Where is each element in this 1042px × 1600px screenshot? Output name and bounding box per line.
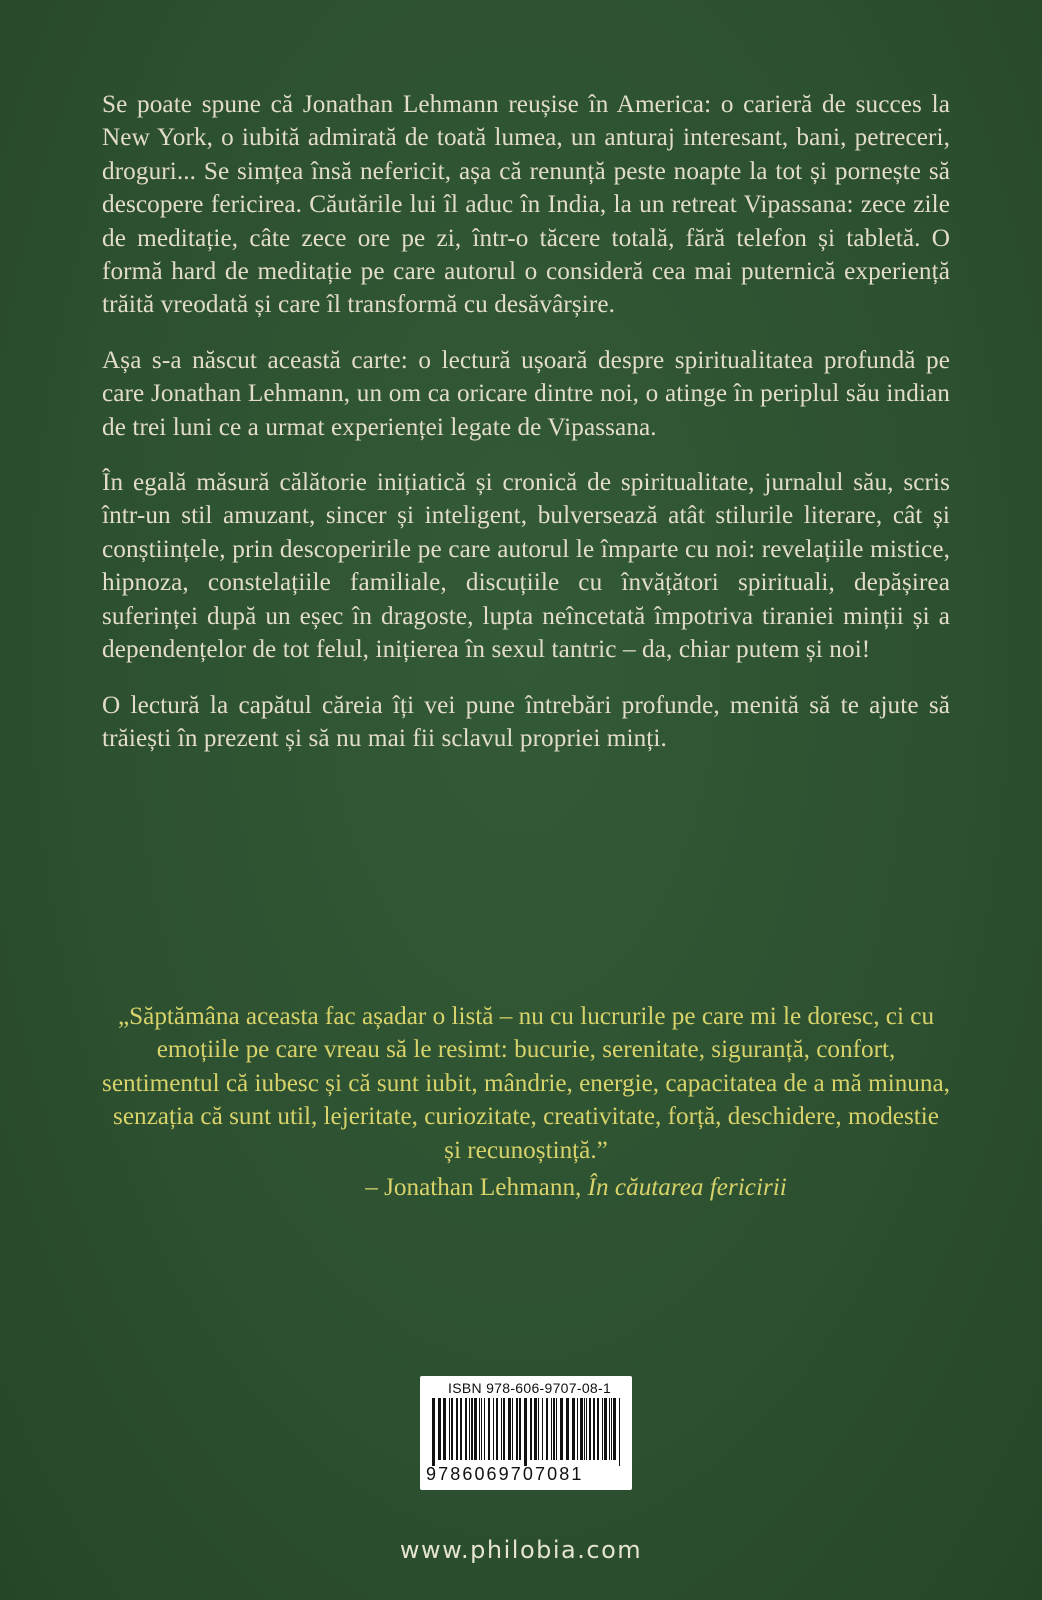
barcode-bar xyxy=(584,1398,585,1460)
barcode-bar xyxy=(538,1398,539,1460)
barcode-bar xyxy=(593,1398,595,1460)
quote-author: – Jonathan Lehmann, xyxy=(365,1174,582,1202)
barcode-bar xyxy=(471,1398,473,1460)
barcode-bar xyxy=(609,1398,610,1460)
barcode-bar xyxy=(432,1398,435,1466)
description-paragraph-4: O lectură la capătul căreia îți vei pune întrebări profunde, menită să te ajute să trăiești în prezent și să nu mai fii sclavul propriei minți. xyxy=(102,691,950,752)
barcode-bar xyxy=(503,1398,505,1460)
isbn-label: ISBN 978-606-9707-08-1 xyxy=(448,1380,612,1396)
barcode-bar xyxy=(597,1398,599,1460)
barcode-bar xyxy=(602,1398,603,1460)
barcode-bar xyxy=(604,1398,607,1460)
barcode-bar xyxy=(586,1398,587,1460)
barcode-bar xyxy=(488,1398,490,1460)
barcode-bar xyxy=(580,1398,583,1460)
barcode-bar xyxy=(542,1398,543,1460)
quote-book-title: În căutarea fericirii xyxy=(587,1174,787,1202)
barcode-bar xyxy=(443,1398,446,1460)
barcode-bar xyxy=(589,1398,591,1460)
description-text xyxy=(102,88,950,777)
quote-attribution xyxy=(102,1171,950,1204)
isbn-barcode xyxy=(420,1376,632,1490)
barcode-bar xyxy=(546,1398,548,1460)
barcode-bar xyxy=(496,1398,498,1460)
barcode-bar xyxy=(556,1398,557,1460)
barcode-bar xyxy=(577,1398,578,1460)
barcode-bar xyxy=(560,1398,563,1460)
barcode-bar xyxy=(613,1398,616,1460)
barcode-bar xyxy=(512,1398,513,1460)
publisher-website: www.philobia.com xyxy=(399,1536,643,1564)
barcode-bar xyxy=(553,1398,555,1460)
barcode-bar xyxy=(524,1398,527,1466)
barcode-bar xyxy=(619,1398,620,1466)
barcode-bar xyxy=(438,1398,441,1460)
ean-digits: 9786069707081 xyxy=(426,1464,584,1484)
barcode-bar xyxy=(469,1398,470,1460)
book-quote xyxy=(102,1000,950,1204)
barcode-bar xyxy=(465,1398,467,1460)
description-paragraph-3: În egală măsură călătorie inițiatică și cronică de spiritualitate, jurnalul său, scris într-un stil amuzant, sincer și inteligent, bulversează atât stilurile literare, cât și conștiințele, prin descoperirile pe care autorul le împarte cu noi: revelațiile mistice, hipnoza, constelațiile familiale, discuțiile cu învățători spirituali, depășirea suferinței după un eșec în dragoste, lupta neîncetată împotriva tiraniei minții și a dependențelor de tot felul, inițierea în sexul tantric – da, chiar putem și noi! xyxy=(102,469,950,664)
barcode-bar xyxy=(451,1398,453,1460)
barcode-bar xyxy=(508,1398,511,1460)
barcode-icon xyxy=(432,1398,620,1466)
barcode-bar xyxy=(474,1398,477,1460)
barcode-bar xyxy=(551,1398,552,1460)
barcode-bar xyxy=(449,1398,450,1460)
barcode-bar xyxy=(456,1398,458,1460)
barcode-bar xyxy=(611,1398,612,1460)
barcode-bar xyxy=(493,1398,494,1460)
barcode-bar xyxy=(572,1398,575,1460)
description-paragraph-2: Așa s-a născut această carte: o lectură ușoară despre spiritualitatea profundă pe care Jonathan Lehmann, un om ca oricare dintre noi, o atinge în periplul său indian de trei luni ce a urmat experienței legate de Vipassana. xyxy=(102,346,950,441)
quote-text: „Săptămâna aceasta fac așadar o listă – nu cu lucrurile pe care mi le doresc, ci cu emoțiile pe care vreau să le resimt: bucurie, serenitate, siguranță, confort, sentimentul că iubesc și că sunt iubit, mândrie, energie, capacitatea de a mă minuna, senzația că sunt util, lejeritate, curiozitate, creativitate, forță, deschidere, modestie și recunoștință.” xyxy=(102,1003,950,1164)
barcode-bar xyxy=(516,1398,518,1460)
barcode-bar xyxy=(566,1398,569,1460)
barcode-bar xyxy=(534,1398,537,1460)
barcode-bar xyxy=(519,1398,521,1460)
description-paragraph-1: Se poate spune că Jonathan Lehmann reușise în America: o carieră de succes la New York, o iubită admirată de toată lumea, un anturaj interesant, bani, petreceri, droguri... Se simțea însă nefericit, așa că renunță peste noapte la tot și pornește să descopere fericirea. Căutările lui îl aduc în India, la un retreat Vipassana: zece zile de meditație, câte zece ore pe zi, într-o tăcere totală, fără telefon și tabletă. O formă hard de meditație pe care autorul o consideră cea mai puternică experiență trăită vreodată și care îl transformă cu desăvârșire. xyxy=(102,91,950,319)
barcode-bar xyxy=(479,1398,480,1460)
barcode-bar xyxy=(460,1398,462,1460)
barcode-bar xyxy=(530,1398,532,1460)
barcode-bar xyxy=(481,1398,482,1460)
barcode-bar xyxy=(501,1398,502,1460)
barcode-bar xyxy=(484,1398,485,1460)
